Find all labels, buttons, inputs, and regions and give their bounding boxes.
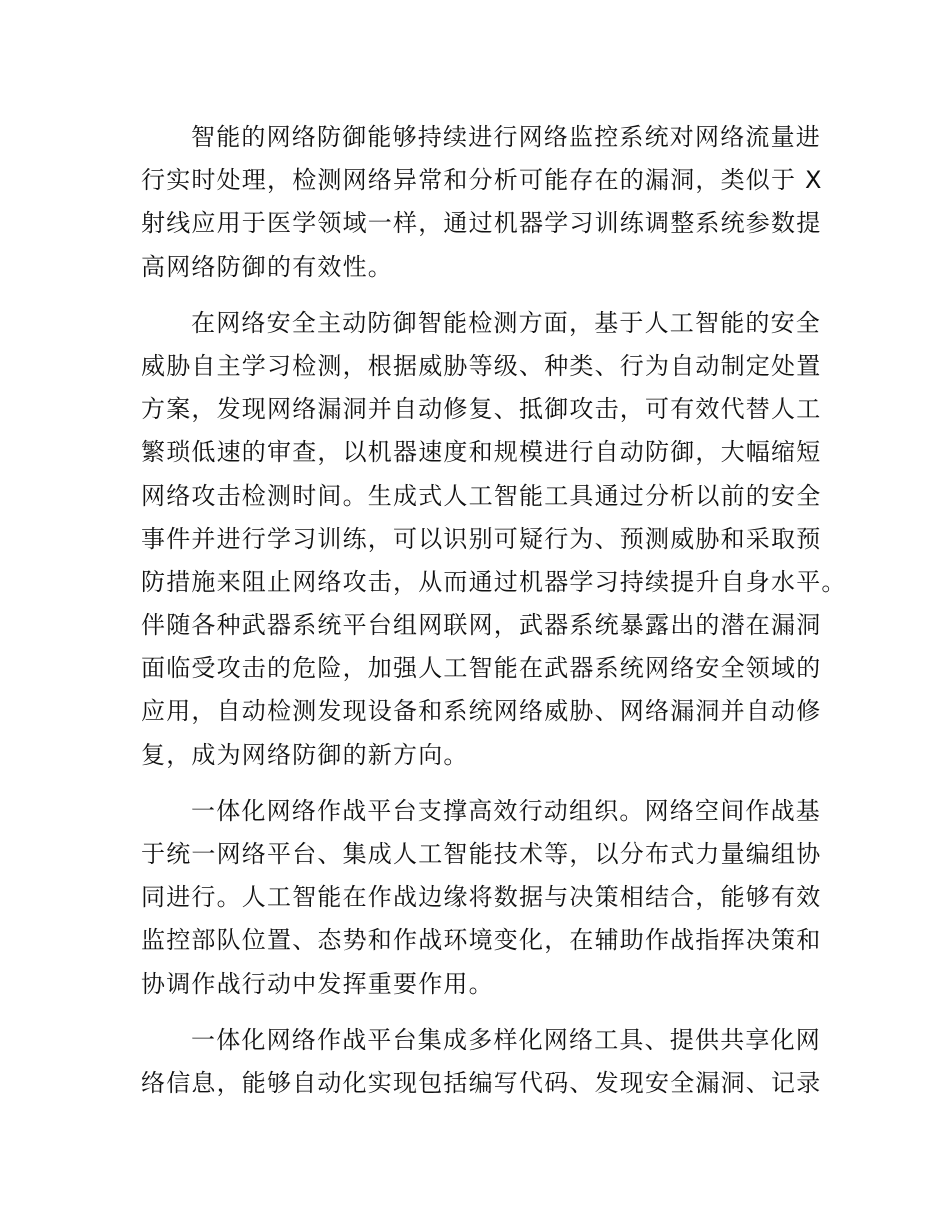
text-line: 一体化网络作战平台支撑高效行动组织。网络空间作战基: [191, 796, 821, 825]
text-line: 射线应用于医学领域一样，通过机器学习训练调整系统参数提: [141, 209, 822, 238]
paragraph-3: [141, 790, 821, 1006]
text-line: 于统一网络平台、集成人工智能技术等，以分布式力量编组协: [141, 840, 822, 868]
text-line: 在网络安全主动防御智能检测方面，基于人工智能的安全: [191, 308, 821, 337]
text-line: 伴随各种武器系统平台组网联网，武器系统暴露出的潜在漏洞: [141, 611, 822, 640]
text-line: 一体化网络作战平台集成多样化网络工具、提供共享化网: [191, 1025, 821, 1054]
text-line: 事件并进行学习训练，可以识别可疑行为、预测威胁和采取预: [141, 524, 822, 553]
text-line: 应用，自动检测发现设备和系统网络威胁、网络漏洞并自动修: [141, 697, 822, 726]
text-line: 监控部队位置、态势和作战环境变化，在辅助作战指挥决策和: [141, 926, 822, 955]
text-line: 高网络防御的有效性。: [141, 252, 393, 281]
text-line: 面临受攻击的危险，加强人工智能在武器系统网络安全领域的: [141, 654, 822, 683]
text-line: 络信息，能够自动化实现包括编写代码、发现安全漏洞、记录: [141, 1068, 822, 1097]
text-line: 网络攻击检测时间。生成式人工智能工具通过分析以前的安全: [141, 481, 822, 510]
paragraph-1: [141, 116, 821, 289]
text-line: 协调作战行动中发挥重要作用。: [141, 969, 494, 998]
paragraph-2: [141, 302, 847, 777]
paragraph-4: [141, 1019, 821, 1105]
text-line: 繁琐低速的审查，以机器速度和规模进行自动防御，大幅缩短: [141, 438, 822, 467]
text-line: 防措施来阻止网络攻击，从而通过机器学习持续提升自身水平。: [141, 567, 847, 596]
text-line: 同进行。人工智能在作战边缘将数据与决策相结合，能够有效: [141, 883, 822, 912]
text-line: 智能的网络防御能够持续进行网络监控系统对网络流量进: [191, 123, 821, 151]
text-line: 威胁自主学习检测，根据威胁等级、种类、行为自动制定处置: [141, 351, 822, 380]
text-line: 行实时处理，检测网络异常和分析可能存在的漏洞，类似于 X: [141, 166, 823, 195]
text-line: 方案，发现网络漏洞并自动修复、抵御攻击，可有效代替人工: [141, 395, 822, 424]
text-line: 复，成为网络防御的新方向。: [141, 740, 469, 769]
body-text: [141, 116, 847, 1118]
